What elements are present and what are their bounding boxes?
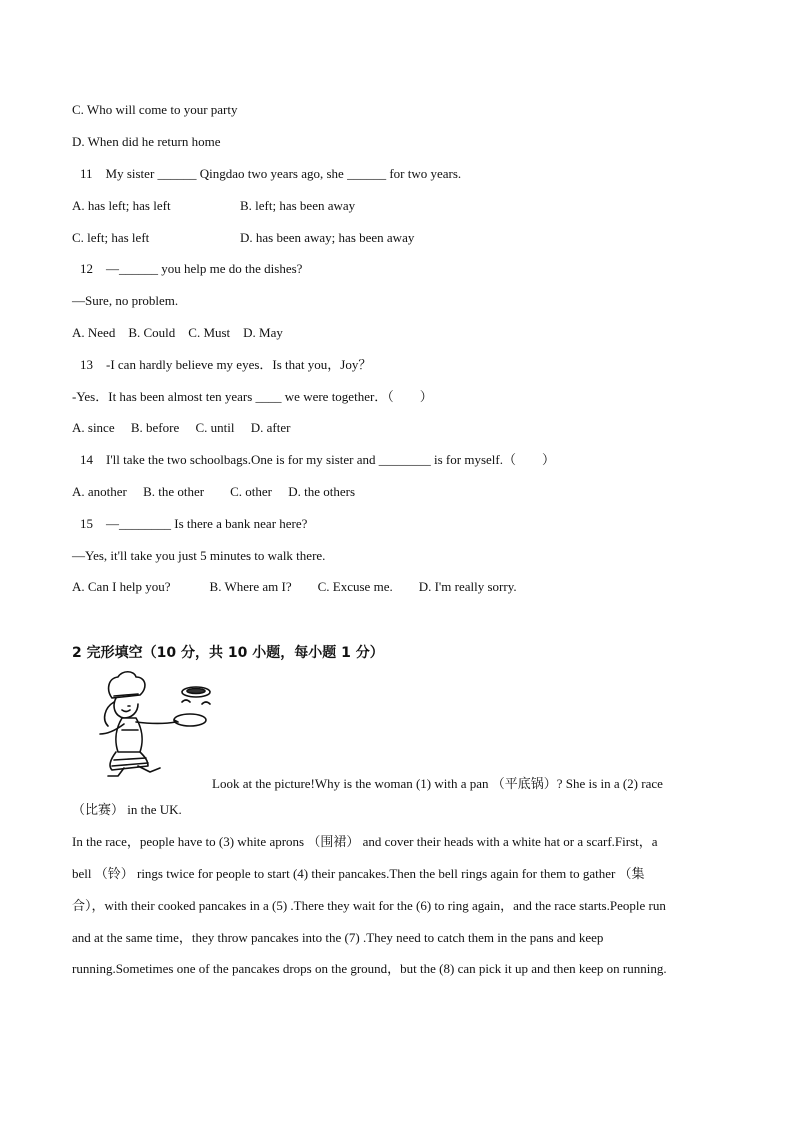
section-heading: 2 完形填空（10 分，共 10 小题，每小题 1 分） (72, 645, 384, 661)
q13-stem: 13 -I can hardly believe my eyes．Is that you，Joy？ (80, 357, 372, 372)
q14-stem: 14 I'll take the two schoolbags.One is for my sister and ________ is for myself.（ ） (80, 452, 555, 467)
q15-reply: —Yes, it'll take you just 5 minutes to walk there. (72, 548, 326, 563)
prev-option-c: C. Who will come to your party (72, 102, 238, 117)
q11-option-b: B. left; has been away (240, 198, 356, 213)
cloze-line-1: Look at the picture!Why is the woman (1) with a pan （平底锅）? She is in a (2) race (212, 776, 663, 791)
q11-stem: 11 My sister ______ Qingdao two years ago, she ______ for two years. (80, 166, 462, 181)
q12-stem: 12 —______ you help me do the dishes? (80, 261, 303, 276)
pancake-race-picture (78, 668, 224, 778)
q11-option-c: C. left; has left (72, 230, 150, 245)
cloze-line-6: and at the same time，they throw pancakes into the (7) .They need to catch them in the pans and keep (72, 930, 604, 945)
q13-options: A. since B. before C. until D. after (72, 420, 291, 435)
q14-options: A. another B. the other C. other D. the others (72, 484, 356, 499)
q11-option-d: D. has been away; has been away (240, 230, 415, 245)
q12-options: A. Need B. Could C. Must D. May (72, 325, 283, 340)
q15-stem: 15 —________ Is there a bank near here? (80, 516, 308, 531)
cloze-line-7: running.Sometimes one of the pancakes drops on the ground，but the (8) can pick it up and then keep on running. (72, 961, 667, 976)
q13-line2: -Yes．It has been almost ten years ____ we were together．（ ） (72, 389, 433, 404)
q15-options: A. Can I help you? B. Where am I? C. Excuse me. D. I'm really sorry. (72, 579, 517, 594)
prev-option-d: D. When did he return home (72, 134, 221, 149)
cloze-line-4: bell （铃） rings twice for people to start (4) their pancakes.Then the bell rings again for them to gather （集 (72, 866, 645, 881)
q11-option-a: A. has left; has left (72, 198, 171, 213)
cloze-line-5: 合），with their cooked pancakes in a (5) .There they wait for the (6) to ring again，and the race starts.People run (72, 898, 666, 913)
cloze-line-2: （比赛） in the UK. (72, 802, 182, 817)
q12-reply: —Sure, no problem. (72, 293, 179, 308)
cloze-line-3: In the race，people have to (3) white aprons （围裙） and cover their heads with a white hat or a scarf.First，a (72, 834, 658, 849)
